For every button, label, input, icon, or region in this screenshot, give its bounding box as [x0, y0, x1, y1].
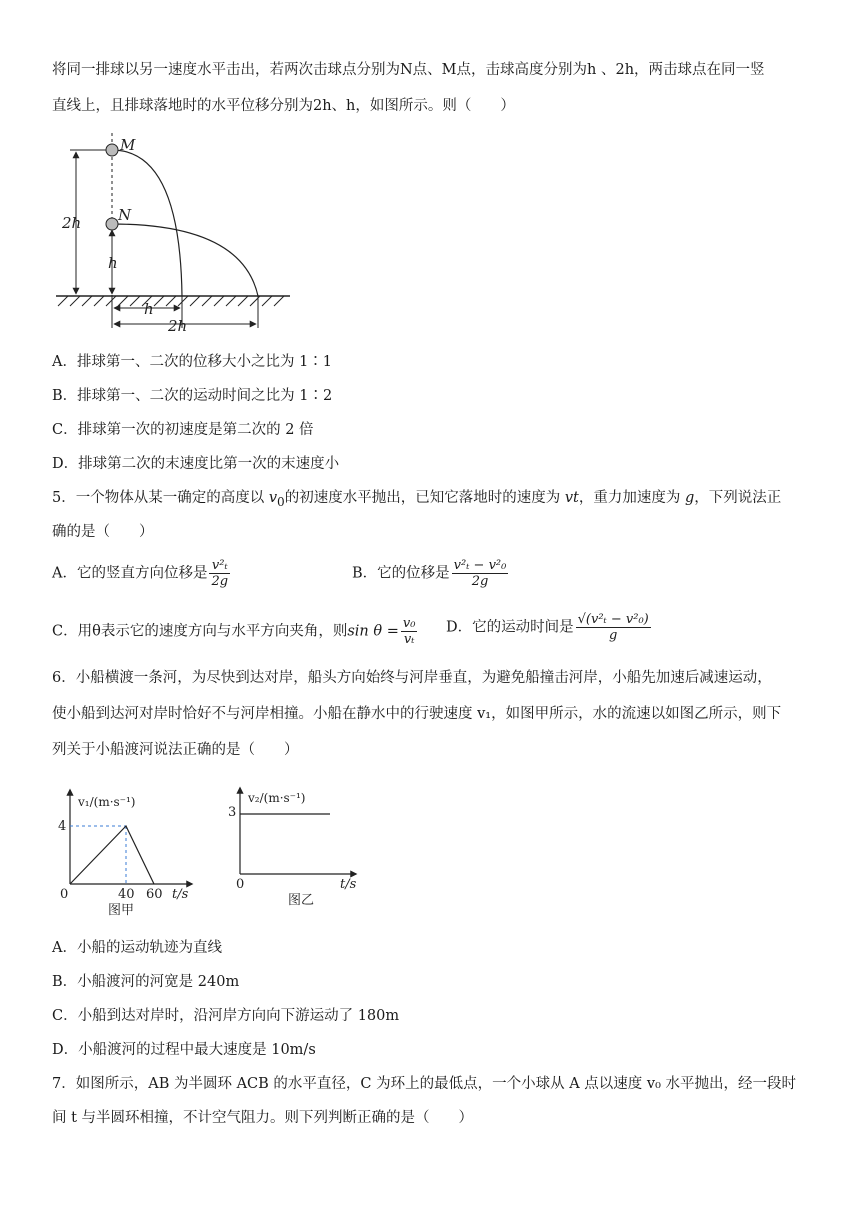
- q6-option-a: A．小船的运动轨迹为直线: [52, 940, 222, 956]
- q5-c-sin: sin θ =: [347, 623, 399, 640]
- jia-xlabel: t/s: [172, 887, 189, 902]
- q5-v0: v: [268, 490, 278, 506]
- q4-option-a: A．排球第一、二次的位移大小之比为 1∶1: [52, 354, 333, 370]
- q5-option-d-fraction: [576, 612, 651, 643]
- q4-trajectory-figure: [52, 128, 302, 338]
- q5-option-a-text: A．它的竖直方向位移是: [52, 565, 208, 582]
- q5-stem-b: 的初速度水平抛出，已知它落地时的速度为: [284, 490, 565, 506]
- q5-b-num: v²ₜ − v²₀: [453, 558, 507, 573]
- q4-option-d: D．排球第二次的末速度比第一次的末速度小: [52, 456, 340, 472]
- yi-xlabel: t/s: [340, 877, 357, 892]
- chart-v2-vs-t: [222, 780, 372, 920]
- q6-option-c: C．小船到达对岸时，沿河岸方向向下游运动了 180m: [52, 1008, 400, 1024]
- q5-stem-line2: 确的是（ ）: [52, 524, 154, 540]
- label-2h-bottom: 2h: [168, 317, 188, 335]
- yi-title: 图乙: [288, 893, 315, 908]
- jia-xtick-60: 60: [146, 887, 163, 902]
- q5-d-num: √(v²ₜ − v²₀): [577, 612, 649, 627]
- q5-b-den: 2g: [471, 574, 489, 589]
- jia-ytick-4: 4: [58, 819, 67, 834]
- q6-stem-line1: 6．小船横渡一条河，为尽快到达对岸，船头方向始终与河岸垂直，为避免船撞击河岸，小船先加速后减速运动，: [52, 670, 772, 686]
- q5-v0-sub: 0: [277, 494, 285, 509]
- q5-option-c-text: C．用θ表示它的速度方向与水平方向夹角，则: [52, 623, 348, 640]
- q4-option-c: C．排球第一次的初速度是第二次的 2 倍: [52, 422, 314, 438]
- q6-stem-line3: 列关于小船渡河说法正确的是（ ）: [52, 742, 299, 758]
- q5-c-den: vₜ: [403, 632, 415, 647]
- q5-option-a: [52, 558, 232, 589]
- q5-stem-c: ，重力加速度为: [578, 490, 685, 506]
- q5-option-b: [352, 558, 510, 589]
- q6-option-d: D．小船渡河的过程中最大速度是 10m/s: [52, 1042, 316, 1058]
- q5-d-den: g: [609, 628, 618, 643]
- chart-v1-vs-t: [52, 780, 202, 920]
- q5-option-b-fraction: [452, 558, 509, 589]
- q4-option-b: B．排球第一、二次的运动时间之比为 1∶2: [52, 388, 333, 404]
- jia-ylabel: v₁/(m·s⁻¹): [78, 795, 136, 809]
- trajectory-n: [112, 224, 258, 296]
- q5-option-a-fraction: [209, 558, 230, 589]
- jia-xtick-40: 40: [118, 887, 135, 902]
- jia-series-line: [70, 826, 154, 884]
- q6-stem-line2: 使小船到达河对岸时恰好不与河岸相撞。小船在静水中的行驶速度 v₁，如图甲所示，水的流速以如图乙所示，则下: [52, 706, 782, 722]
- q5-option-c: [52, 616, 419, 647]
- q5-option-d: [446, 612, 653, 643]
- q5-stem-d: ，下列说法正: [694, 490, 782, 506]
- q5-c-num: v₀: [402, 616, 416, 631]
- yi-xtick-0: 0: [236, 877, 245, 892]
- yi-ytick-3: 3: [228, 805, 237, 820]
- label-2h-left: 2h: [62, 214, 82, 232]
- label-h-bottom: h: [144, 300, 154, 318]
- jia-xtick-0: 0: [60, 887, 69, 902]
- q7-stem-line1: 7．如图所示，AB 为半圆环 ACB 的水平直径，C 为环上的最低点，一个小球从 A 点以速度 v₀ 水平抛出，经一段时: [52, 1076, 797, 1092]
- q4-stem-line2: 直线上，且排球落地时的水平位移分别为2h、h，如图所示。则（ ）: [52, 98, 515, 114]
- q6-option-b: B．小船渡河的河宽是 240m: [52, 974, 240, 990]
- q5-a-den: 2g: [211, 574, 229, 589]
- q5-g: g: [684, 490, 695, 506]
- ground-hatch: [58, 296, 284, 306]
- label-h-left: h: [108, 254, 118, 272]
- q5-option-b-text: B．它的位移是: [352, 565, 450, 582]
- q5-option-c-fraction: [401, 616, 418, 647]
- label-n: N: [118, 206, 132, 224]
- ball-n: [106, 218, 118, 230]
- q5-a-num: v²ₜ: [209, 558, 230, 574]
- q5-stem-a: 5．一个物体从某一确定的高度以: [52, 490, 269, 506]
- q5-option-d-text: D．它的运动时间是: [446, 619, 574, 636]
- q5-vt: vt: [564, 490, 579, 506]
- label-m: M: [120, 136, 136, 154]
- yi-ylabel: v₂/(m·s⁻¹): [248, 791, 306, 805]
- q5-stem-line1: [52, 488, 781, 512]
- q4-stem-line1: 将同一排球以另一速度水平击出，若两次击球点分别为N点、M点，击球高度分别为h 、2h，两击球点在同一竖: [52, 62, 765, 78]
- ball-m: [106, 144, 118, 156]
- q7-stem-line2: 间 t 与半圆环相撞，不计空气阻力。则下列判断正确的是（ ）: [52, 1110, 474, 1126]
- jia-title: 图甲: [108, 903, 135, 918]
